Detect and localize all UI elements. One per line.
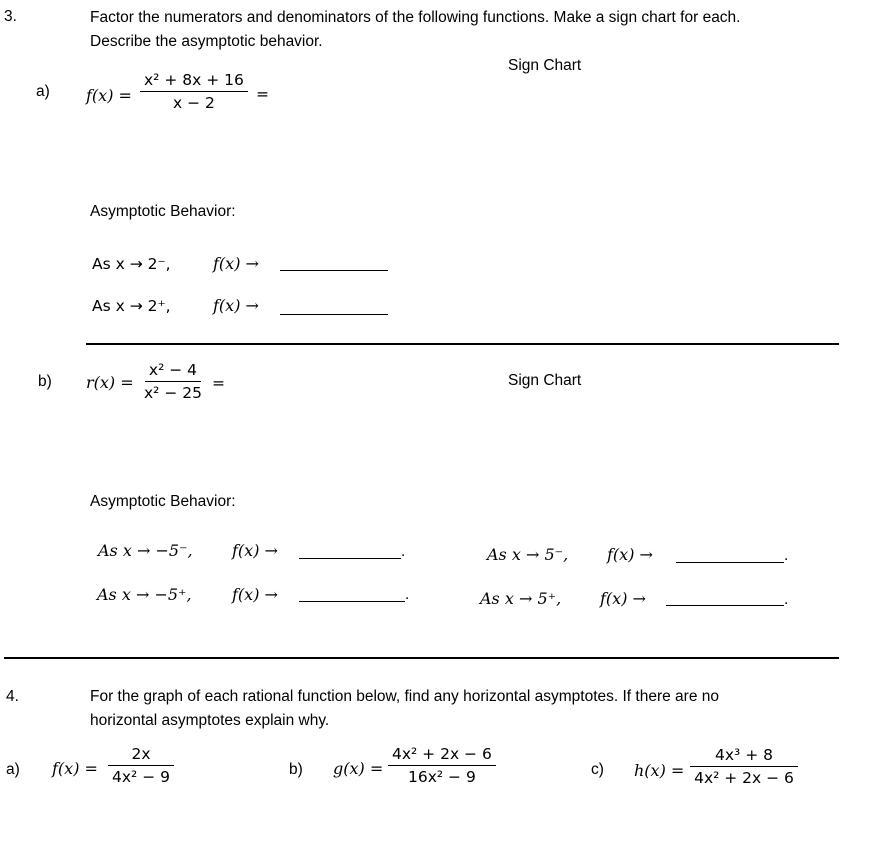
fraction-denominator: 16x² − 9 xyxy=(408,768,476,786)
section-divider xyxy=(4,657,839,659)
fraction-denominator: x − 2 xyxy=(172,94,215,112)
part-c-label: c) xyxy=(591,761,604,778)
function-r-name: r(x) = xyxy=(86,373,134,392)
function-h-fraction xyxy=(690,746,798,787)
limit-condition-5-minus: As x → 5⁻, xyxy=(487,545,569,564)
period: . xyxy=(784,591,789,608)
limit-function: f(x) → xyxy=(213,296,259,315)
fraction-denominator: x² − 25 xyxy=(144,384,202,402)
answer-blank[interactable] xyxy=(280,313,388,315)
answer-blank[interactable] xyxy=(280,269,388,271)
question-3-instructions xyxy=(90,6,741,54)
fraction-numerator: x² + 8x + 16 xyxy=(140,71,248,92)
limit-function: f(x) → xyxy=(600,589,646,608)
answer-blank[interactable] xyxy=(676,561,784,563)
function-h-name: h(x) = xyxy=(634,761,685,780)
function-f-name: f(x) = xyxy=(52,759,98,778)
fraction-numerator: 4x³ + 8 xyxy=(690,746,798,767)
answer-blank[interactable] xyxy=(299,600,405,602)
function-f-fraction xyxy=(140,71,248,112)
fraction-numerator: x² − 4 xyxy=(145,361,201,382)
asymptotic-behavior-label: Asymptotic Behavior: xyxy=(90,493,236,510)
answer-blank[interactable] xyxy=(666,604,784,606)
question-4-instructions xyxy=(90,685,719,733)
limit-function: f(x) → xyxy=(232,541,278,560)
limit-condition-neg5-minus: As x → −5⁻, xyxy=(98,541,193,560)
fraction-numerator: 4x² + 2x − 6 xyxy=(388,745,496,766)
fraction-denominator: 4x² − 9 xyxy=(112,768,170,786)
asymptotic-behavior-label: Asymptotic Behavior: xyxy=(90,203,236,220)
limit-condition-2-minus: As x → 2⁻, xyxy=(92,255,171,273)
question-3-number: 3. xyxy=(4,8,17,25)
function-g-name: g(x) = xyxy=(333,759,384,778)
sign-chart-label: Sign Chart xyxy=(508,57,582,74)
part-a-label: a) xyxy=(36,83,50,100)
period: . xyxy=(401,543,406,560)
instructions-line-1: For the graph of each rational function below, find any horizontal asymptotes. If there are no xyxy=(90,688,719,705)
limit-function: f(x) → xyxy=(607,545,653,564)
limit-condition-2-plus: As x → 2⁺, xyxy=(92,297,171,315)
function-r-fraction xyxy=(140,361,206,402)
answer-blank[interactable] xyxy=(299,557,401,559)
part-b-label: b) xyxy=(38,373,52,390)
equals-sign: = xyxy=(256,85,269,103)
limit-condition-5-plus: As x → 5⁺, xyxy=(480,589,562,608)
period: . xyxy=(784,547,789,564)
sign-chart-label: Sign Chart xyxy=(508,372,582,389)
instructions-line-1: Factor the numerators and denominators of the following functions. Make a sign chart for each. xyxy=(90,9,741,26)
question-4-number: 4. xyxy=(6,688,19,705)
limit-function: f(x) → xyxy=(213,254,259,273)
equals-sign: = xyxy=(212,374,225,392)
fraction-numerator: 2x xyxy=(108,745,174,766)
part-a-label: a) xyxy=(6,761,20,778)
function-f-name: f(x) = xyxy=(86,86,132,105)
function-g-fraction xyxy=(388,745,496,786)
limit-condition-neg5-plus: As x → −5⁺, xyxy=(97,585,192,604)
instructions-line-2: Describe the asymptotic behavior. xyxy=(90,33,323,50)
limit-function: f(x) → xyxy=(232,585,278,604)
part-b-label: b) xyxy=(289,761,303,778)
fraction-denominator: 4x² + 2x − 6 xyxy=(694,769,794,787)
instructions-line-2: horizontal asymptotes explain why. xyxy=(90,712,330,729)
function-f-fraction xyxy=(108,745,174,786)
period: . xyxy=(405,586,410,603)
section-divider xyxy=(86,343,839,345)
